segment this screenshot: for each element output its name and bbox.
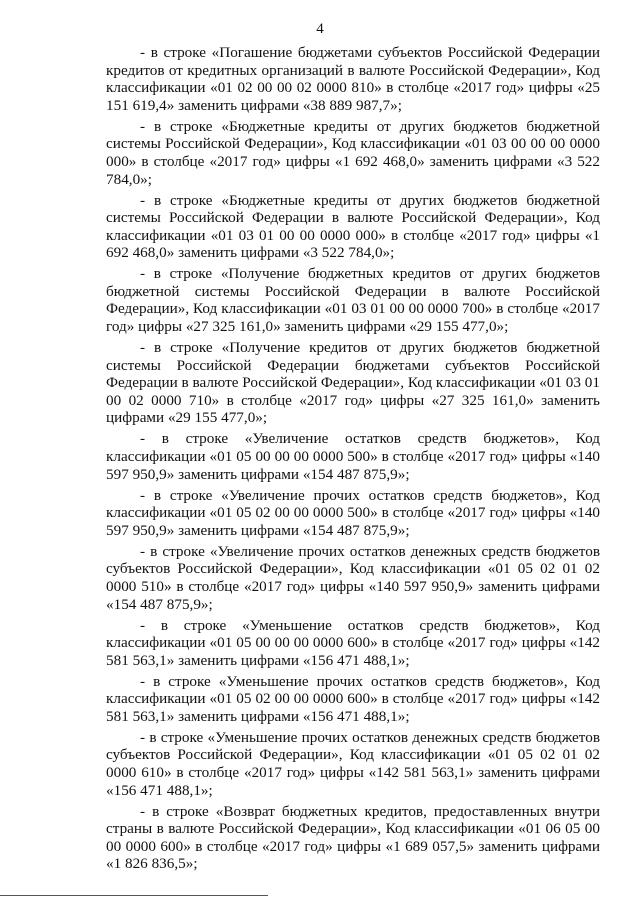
amendment-paragraph: - в строке «Бюджетные кредиты от других бюджетов бюджетной системы Российской Федерации», Код классификации «01 03 00 00 00 0000 000» в столбце «2017 год» цифры «1 692 468,0» заменить цифрами «3 522 784,0»; (106, 117, 600, 188)
amendment-paragraph: - в строке «Получение кредитов от других бюджетов бюджетной системы Российской Федерации бюджетами субъектов Российской Федерации в валюте Российской Федерации», Код классификации «01 03 01 00 02 0000 710» в столбце «2017 год» цифры «27 325 161,0» заменить цифрами «29 155 477,0»; (106, 339, 600, 427)
amendment-paragraph: - в строке «Бюджетные кредиты от других бюджетов бюджетной системы Российской Федерации в валюте Российской Федерации», Код классификации «01 03 01 00 00 0000 000» в столбце «2017 год» цифры «1 692 468,0» заменить цифрами «3 522 784,0»; (106, 191, 600, 262)
document-body (106, 44, 600, 876)
footer-divider (0, 895, 268, 896)
amendment-paragraph: - в строке «Уменьшение остатков средств бюджетов», Код классификации «01 05 00 00 00 0000 600» в столбце «2017 год» цифры «142 581 563,1» заменить цифрами «156 471 488,1»; (106, 616, 600, 669)
amendment-paragraph: - в строке «Увеличение прочих остатков средств бюджетов», Код классификации «01 05 02 00 00 0000 500» в столбце «2017 год» цифры «140 597 950,9» заменить цифрами «154 487 875,9»; (106, 486, 600, 539)
amendment-paragraph: - в строке «Возврат бюджетных кредитов, предоставленных внутри страны в валюте Российской Федерации», Код классификации «01 06 05 00 00 0000 600» в столбце «2017 год» цифры «1 689 057,5» заменить цифрами «1 826 836,5»; (106, 802, 600, 873)
amendment-paragraph: - в строке «Уменьшение прочих остатков денежных средств бюджетов субъектов Российской Федерации», Код классификации «01 05 02 01 02 0000 610» в столбце «2017 год» цифры «142 581 563,1» заменить цифрами «156 471 488,1»; (106, 728, 600, 799)
amendment-paragraph: - в строке «Увеличение остатков средств бюджетов», Код классификации «01 05 00 00 00 0000 500» в столбце «2017 год» цифры «140 597 950,9» заменить цифрами «154 487 875,9»; (106, 430, 600, 483)
page-number: 4 (316, 21, 324, 37)
amendment-paragraph: - в строке «Получение бюджетных кредитов от других бюджетов бюджетной системы Российской Федерации в валюте Российской Федерации», Код классификации «01 03 01 00 00 0000 700» в столбце «2017 год» цифры «27 325 161,0» заменить цифрами «29 155 477,0»; (106, 265, 600, 336)
amendment-paragraph: - в строке «Увеличение прочих остатков денежных средств бюджетов субъектов Российской Федерации», Код классификации «01 05 02 01 02 0000 510» в столбце «2017 год» цифры «140 597 950,9» заменить цифрами «154 487 875,9»; (106, 542, 600, 613)
amendment-paragraph: - в строке «Уменьшение прочих остатков средств бюджетов», Код классификации «01 05 02 00 00 0000 600» в столбце «2017 год» цифры «142 581 563,1» заменить цифрами «156 471 488,1»; (106, 672, 600, 725)
amendment-paragraph: - в строке «Погашение бюджетами субъектов Российской Федерации кредитов от кредитных организаций в валюте Российской Федерации», Код классификации «01 02 00 00 02 0000 810» в столбце «2017 год» цифры «25 151 619,4» заменить цифрами «38 889 987,7»; (106, 44, 600, 114)
